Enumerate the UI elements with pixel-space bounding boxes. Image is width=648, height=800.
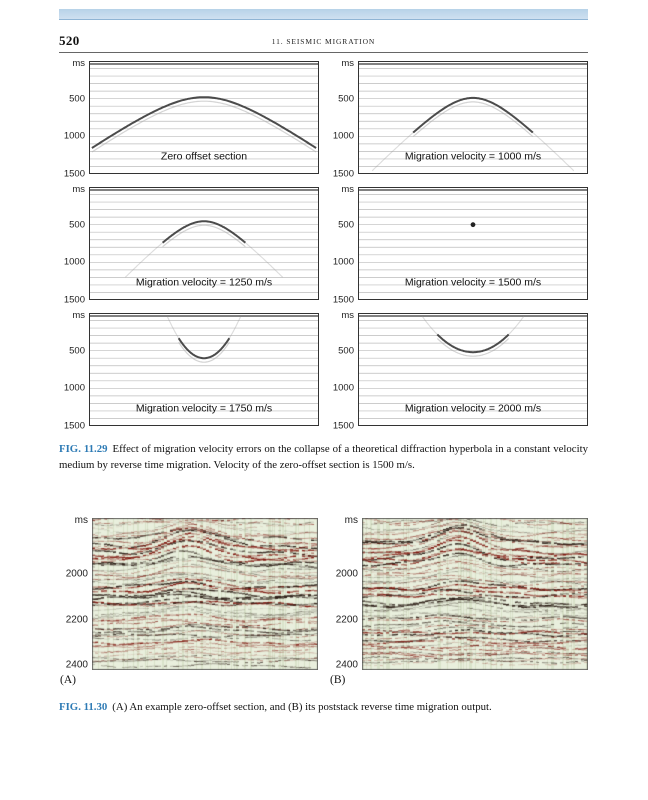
time-axis xyxy=(59,515,92,671)
panel-label: Migration velocity = 1500 m/s xyxy=(404,276,542,289)
panel-label: Zero offset section xyxy=(160,150,248,163)
seismic-panel-plot xyxy=(89,61,319,174)
figure-11-29-caption-tag: FIG. 11.29 xyxy=(59,443,108,455)
figure-11-30-caption-text: (A) An example zero-offset section, and (B) its poststack reverse time migration output. xyxy=(112,701,492,713)
axis-tick-label: 500 xyxy=(69,345,85,357)
page-header xyxy=(59,33,588,49)
time-axis xyxy=(59,58,89,180)
axis-unit-label: ms xyxy=(341,310,354,321)
running-head: 11. SEISMIC MIGRATION xyxy=(271,37,376,46)
time-axis xyxy=(328,310,358,432)
seismic-model-panel xyxy=(328,184,588,306)
figure-11-30-caption xyxy=(59,699,588,715)
time-axis xyxy=(328,58,358,180)
axis-tick-label: 2400 xyxy=(65,659,88,671)
axis-unit-label: ms xyxy=(72,184,85,195)
seismic-section-panel xyxy=(329,515,588,686)
axis-tick-label: 2200 xyxy=(335,614,358,626)
axis-tick-label: 1000 xyxy=(332,382,354,394)
axis-tick-label: 500 xyxy=(338,345,354,357)
axis-tick-label: 500 xyxy=(338,219,354,231)
panel-label: Migration velocity = 1250 m/s xyxy=(135,276,273,289)
seismic-panel-plot xyxy=(358,187,588,300)
axis-tick-label: 1500 xyxy=(63,294,85,306)
subfigure-label: (B) xyxy=(330,674,346,686)
panel-label: Migration velocity = 1000 m/s xyxy=(404,150,542,163)
axis-tick-label: 2000 xyxy=(65,568,88,580)
axis-tick-label: 500 xyxy=(338,93,354,105)
chapter-color-bar xyxy=(59,9,588,20)
axis-tick-label: 1000 xyxy=(63,256,85,268)
page-number: 520 xyxy=(59,33,80,48)
figure-11-30-caption-tag: FIG. 11.30 xyxy=(59,701,108,713)
axis-unit-label: ms xyxy=(72,58,85,69)
time-axis xyxy=(59,184,89,306)
axis-tick-label: 1500 xyxy=(63,168,85,180)
figure-11-30-panels xyxy=(59,515,588,686)
seismic-model-panel xyxy=(328,310,588,432)
axis-tick-label: 2000 xyxy=(335,568,358,580)
time-axis xyxy=(59,310,89,432)
seismic-panel-plot xyxy=(358,313,588,426)
seismic-model-panel xyxy=(59,310,319,432)
axis-tick-label: 1000 xyxy=(332,256,354,268)
axis-tick-label: 500 xyxy=(69,219,85,231)
axis-tick-label: 500 xyxy=(69,93,85,105)
figure-11-29-panels xyxy=(59,58,588,432)
axis-unit-label: ms xyxy=(341,184,354,195)
axis-tick-label: 1000 xyxy=(332,130,354,142)
panel-label: Migration velocity = 2000 m/s xyxy=(404,402,542,415)
seismic-section-image-b xyxy=(362,518,588,670)
time-axis xyxy=(329,515,362,671)
collapsed-diffraction-point xyxy=(471,222,476,227)
seismic-section-row xyxy=(329,515,588,671)
axis-tick-label: 2200 xyxy=(65,614,88,626)
axis-tick-label: 1000 xyxy=(63,382,85,394)
seismic-model-panel xyxy=(328,58,588,180)
axis-tick-label: 1000 xyxy=(63,130,85,142)
axis-unit-label: ms xyxy=(344,515,358,526)
seismic-panel-plot xyxy=(89,313,319,426)
seismic-panel-plot xyxy=(89,187,319,300)
figure-11-29-caption-text: Effect of migration velocity errors on the collapse of a theoretical diffraction hyperbola in a constant velocity medium by reverse time migration. Velocity of the zero-offset section is 1500 m/s. xyxy=(59,443,588,472)
seismic-section-panel xyxy=(59,515,318,686)
axis-unit-label: ms xyxy=(74,515,88,526)
seismic-section-image-a xyxy=(92,518,318,670)
seismic-section-row xyxy=(59,515,318,671)
axis-tick-label: 1500 xyxy=(332,168,354,180)
seismic-panel-plot xyxy=(358,61,588,174)
axis-tick-label: 1500 xyxy=(332,420,354,432)
time-axis xyxy=(328,184,358,306)
seismic-model-panel xyxy=(59,184,319,306)
seismic-model-panel xyxy=(59,58,319,180)
subfigure-label: (A) xyxy=(60,674,76,686)
figure-11-29-caption xyxy=(59,441,588,473)
axis-tick-label: 1500 xyxy=(63,420,85,432)
axis-unit-label: ms xyxy=(341,58,354,69)
axis-tick-label: 1500 xyxy=(332,294,354,306)
axis-unit-label: ms xyxy=(72,310,85,321)
axis-tick-label: 2400 xyxy=(335,659,358,671)
panel-label: Migration velocity = 1750 m/s xyxy=(135,402,273,415)
header-rule xyxy=(59,52,588,53)
